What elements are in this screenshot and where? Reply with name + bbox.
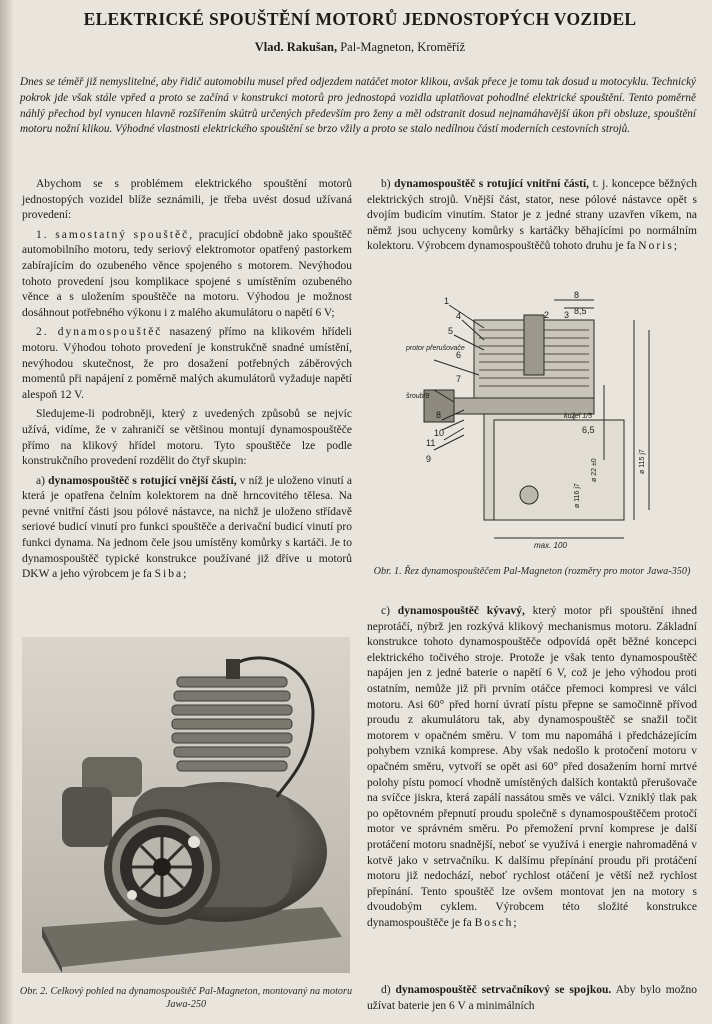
type-b-heading: dynamospouštěč s rotující vnitřní částí, <box>394 178 590 190</box>
engine-photo <box>22 637 350 973</box>
fig1-dim-65: 6,5 <box>582 425 595 435</box>
page-binding-shadow <box>0 0 14 1024</box>
left-column <box>22 177 352 583</box>
paragraph-type-b <box>367 177 697 255</box>
paragraph-type-c <box>367 604 697 931</box>
fig1-label-1: 1 <box>444 296 450 306</box>
fig1-label-8: 8 <box>436 410 442 420</box>
type-a-letter: a) <box>36 474 49 487</box>
fig1-label-6: 6 <box>456 350 462 360</box>
right-column-bottom <box>367 983 697 1014</box>
type-c-letter: c) <box>381 605 398 617</box>
fig1-dim-85: 8,5 <box>574 306 587 316</box>
figure-2-caption: Obr. 2. Celkový pohled na dynamospouštěč Pal-Magneton, montovaný na motoru Jawa-250 <box>19 986 353 1010</box>
fig1-dim-d1: ø 116 j7 <box>574 483 581 508</box>
type-b-letter: b) <box>381 178 395 190</box>
type-d-text: Aby bylo možno užívat baterie jen 6 V a minimálních <box>367 984 697 1012</box>
fig1-dim-8: 8 <box>574 290 580 300</box>
fig1-label-7: 7 <box>456 374 462 384</box>
author-name: Vlad. Rakušan, <box>254 40 338 54</box>
fig1-dim-max: max. 100 <box>534 541 567 550</box>
fig1-label-9: 9 <box>426 454 432 464</box>
type-a-end: ; <box>183 568 187 581</box>
paragraph-type-2 <box>22 325 352 403</box>
figure-1-caption: Obr. 1. Řez dynamospouštěčem Pal-Magneton (rozměry pro motor Jawa-350) <box>373 566 691 577</box>
engine-photo-illustration <box>22 637 350 973</box>
fig1-label-2: 2 <box>544 310 550 320</box>
paragraph-type-a <box>22 474 352 583</box>
cross-section-drawing <box>404 290 682 552</box>
paragraph-intro: Abychom se s problémem elektrického spouštění motorů jednostopých vozidel blíže seznámili, je třeba uvést dosud užívaná provedení: <box>22 178 352 222</box>
type-b-end: ; <box>673 240 678 253</box>
article-title: ELEKTRICKÉ SPOUŠTĚNÍ MOTORŮ JEDNOSTOPÝCH VOZIDEL <box>83 9 637 29</box>
type-a-heading: dynamospouštěč s rotující vnější částí, <box>48 474 237 487</box>
type-2-heading: 2. dynamospouštěč <box>36 326 163 339</box>
type-1-text: pracující obdobně jako spouštěč automobilního motoru, tedy seriový elektromotor opatřený pastorkem zabírajícím do ozubeného věnce spojeného s motorem. Nevýhodou tohoto provedení jsou komplikace spojené s umístěním ozubeného věnce a s uložením spouštěče na motoru. Výhodou je možnost dosáhnout potřebného výkonu i z malého akumulátoru o napětí 6 V; <box>22 228 352 319</box>
fig1-label-11: 11 <box>426 438 436 448</box>
fig1-dim-d3: ø 22 ±0 <box>591 458 598 482</box>
paragraph-type-d <box>367 983 697 1014</box>
fig1-label-4: 4 <box>456 311 462 321</box>
fig1-dim-d2: ø 115 j7 <box>639 449 646 474</box>
author-affiliation: Pal-Magneton, Kroměříž <box>340 40 466 54</box>
fig1-label-kuzel: kužel 1/5 <box>564 413 593 420</box>
paragraph-type-1 <box>22 228 352 322</box>
fig1-label-10: 10 <box>434 428 445 438</box>
paragraph-overview: Sledujeme-li podrobněji, který z uvedených způsobů se nejvíc užívá, vidíme, že v zahraničí se většinou montují dynamospouštěče přímo na klikový hřídel motoru. Tyto spouštěče lze podle konstrukčního provedení rozdělit do čtyř skupin: <box>22 408 352 468</box>
type-a-text: v níž je uloženo vinutí a která je opatřena čelním kolektorem na dně hrncovitého tělesa. Na pevné vnitřní části jsou pólové nástavce, na nichž je uloženo střídavě seriové budicí vinutí pro funkci spouštěče a derivační budicí vinutí pro funkci dynama. Na jednom čele jsou umístěny komůrky s kartáči. Je to dynamospouštěč typické konstrukce používané již dříve u motorů DKW a jeho výrobcem je fa <box>22 474 352 581</box>
fig1-label-protor: protor přerušovače <box>406 345 465 352</box>
right-column-top <box>367 177 697 255</box>
type-d-letter: d) <box>381 984 396 996</box>
type-1-heading: 1. samostatný spouštěč, <box>36 228 195 241</box>
type-b-maker: Noris <box>638 240 674 253</box>
type-c-text: který motor při spouštění ihned neprotáčí, nýbrž jen rozkývá klikový mechanismus motoru. Základní konstrukce tohoto dynamospouštěče odpovídá opět běžné koncepci elektrického točivého stroje. Protože je však tento dynamospouštěč napájen jen z jedné baterie o napětí 6 V, což je jeho výhodou proti ostatním, nemůže již při prvním otáčce přemoci kompresi ve válci motoru. Asi 60° před horní úvratí pístu přepne se samočinně přívod proudu z akumulátoru tak, aby dynamospouštěč se snažil točit motorem v opačném směru. V tom mu napomáhá i předcházejícím pohybem vzniká komprese. Aby však nedošlo k protočení motoru v opačném směru, vytvoří se opět asi 60° před dosažením horní mrtvé polohy pístu pomocí vhodně umístěných dalších kontaktů přerušovače na svíčce jiskra, která zapálí nassátou směs ve válci. Vzniklý tlak pak po opětovném přepnutí proudu společně s dynamospouštěčem protočí motor ve správném směru. Po přemožení první komprese je další protáčení motoru snadnější, neboť se využívá i energie nahromaděná v kotvě jako v setrvačníku. K dalšímu přepínání proudu při protáčení motoru již nedochází, neboť rychlost otáčení je větší než rychlost přepínání. Tento spouštěč lze ovšem montovat jen na motory s dvoudobým cyklem. Výrobcem této složité konstrukce dynamospouštěče je fa <box>367 605 697 929</box>
type-b-text: t. j. koncepce běžných elektrických strojů. Vnější část, stator, nese pólové nástavce opět s dvojím budicím vinutím. Stator je z jedné strany uzavřen víkem, na němž jsou uchyceny komůrky s kartáčky běhajícími po normálním kolektoru. Výrobcem dynamospouštěčů tohoto druhu je fa <box>367 178 697 253</box>
type-a-maker: Siba <box>154 568 184 581</box>
type-c-end: ; <box>513 916 517 929</box>
type-2-text: nasazený přímo na klikovém hřídeli motoru. Výhodou tohoto provedení je konstrukčně snadné umístění, nevýhodou skutečnost, že pro dosažení potřebných záběrových momentů při napájení z poměrně malých akumulátorů vyžaduje napětí alespoň 12 V. <box>22 326 352 401</box>
fig1-label-3: 3 <box>564 310 570 320</box>
figure-1-drawing <box>404 290 682 552</box>
type-c-heading: dynamospouštěč kývavý, <box>397 605 525 617</box>
right-column-mid <box>367 604 697 931</box>
fig1-label-sroub: šroub/8 <box>406 393 430 400</box>
fig1-label-5: 5 <box>448 326 454 336</box>
byline <box>20 40 700 55</box>
type-d-heading: dynamospouštěč setrvačníkový se spojkou. <box>395 984 612 996</box>
type-c-maker: Bosch <box>474 916 514 929</box>
article-intro: Dnes se téměř již nemyslitelné, aby řidič automobilu musel před odjezdem natáčet motor klikou, avšak přece je tomu tak dosud u motocyklu. Technický pokrok jde však stále vpřed a proto se začíná v konstrukci motorů pro jednostopá vozidla uplatňovat pohodlné elektrické spouštění. Tento poměrně náhlý přechod byl vynucen hlavně rozšířením skútrů určených především pro ženy a měl odstranit dosud nejnamáhavější úkon při obsluze, spouštění motoru nožní klikou. Výhodné vlastnosti elektrického spouštění se brzo vžily a proto se stalo nedílnou částí moderních cestovních strojů. <box>20 76 696 136</box>
